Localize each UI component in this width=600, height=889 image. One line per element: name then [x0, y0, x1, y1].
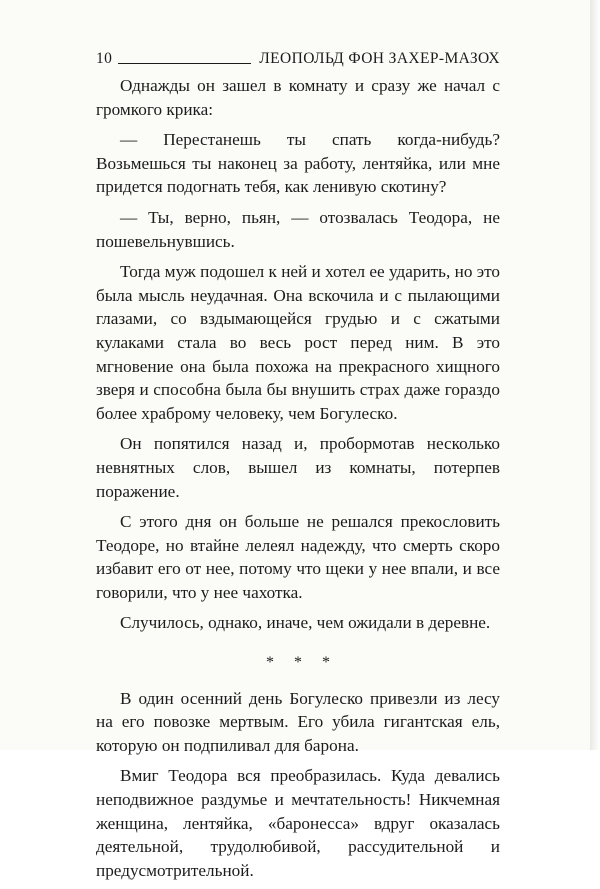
section-separator: * * *	[266, 654, 338, 672]
page-number: 10	[96, 50, 113, 67]
running-title: ЛЕОПОЛЬД ФОН ЗАХЕР-МАЗОХ	[259, 50, 500, 67]
page-edge	[590, 0, 600, 750]
page-body	[96, 74, 500, 889]
paragraph: Вмиг Теодора вся преобразилась. Куда девались неподвижное раздумье и мечтательность! Никчемная женщина, лентяйка, «баронесса» вдруг оказалась деятельной, трудолюбивой, рассудительной и предусмотрительной.	[96, 766, 500, 880]
paragraph: Однажды он зашел в комнату и сразу же начал с громкого крика:	[96, 76, 500, 119]
running-header	[96, 48, 500, 68]
paragraph: Он попятился назад и, пробормотав несколько невнятных слов, вышел из комнаты, потерпев поражение.	[96, 434, 500, 501]
paragraph: — Ты, верно, пьян, — отозвалась Теодора, не пошевельнувшись.	[96, 207, 500, 251]
paragraph: Тогда муж подошел к ней и хотел ее ударить, но это была мысль неудачная. Она вскочила и с пылающими глазами, со вздымающейся грудью и с сжатыми кулаками стала во весь рост перед ним. В это мгновение она была похожа на прекрасного хищного зверя и способна была бы внушить страх даже гораздо более храброму человеку, чем Богулеско.	[96, 262, 500, 423]
paragraph: С этого дня он больше не решался прекословить Теодоре, но втайне лелеял надежду, что смерть скоро избавит его от нее, потому что щеки у нее впали, и все говорили, что у нее чахотка.	[96, 512, 500, 602]
paragraph: Случилось, однако, иначе, чем ожидали в деревне.	[120, 613, 491, 633]
header-rule	[118, 63, 251, 64]
paragraph: В один осенний день Богулеско привезли из лесу на его повозке мертвым. Его убила гигантская ель, которую он подпиливал для барона.	[96, 688, 500, 755]
paragraph: — Перестанешь ты спать когда-нибудь? Возьмешься ты наконец за работу, лентяйка, или мне придется подогнать тебя, как ленивую скотину?	[96, 130, 500, 197]
